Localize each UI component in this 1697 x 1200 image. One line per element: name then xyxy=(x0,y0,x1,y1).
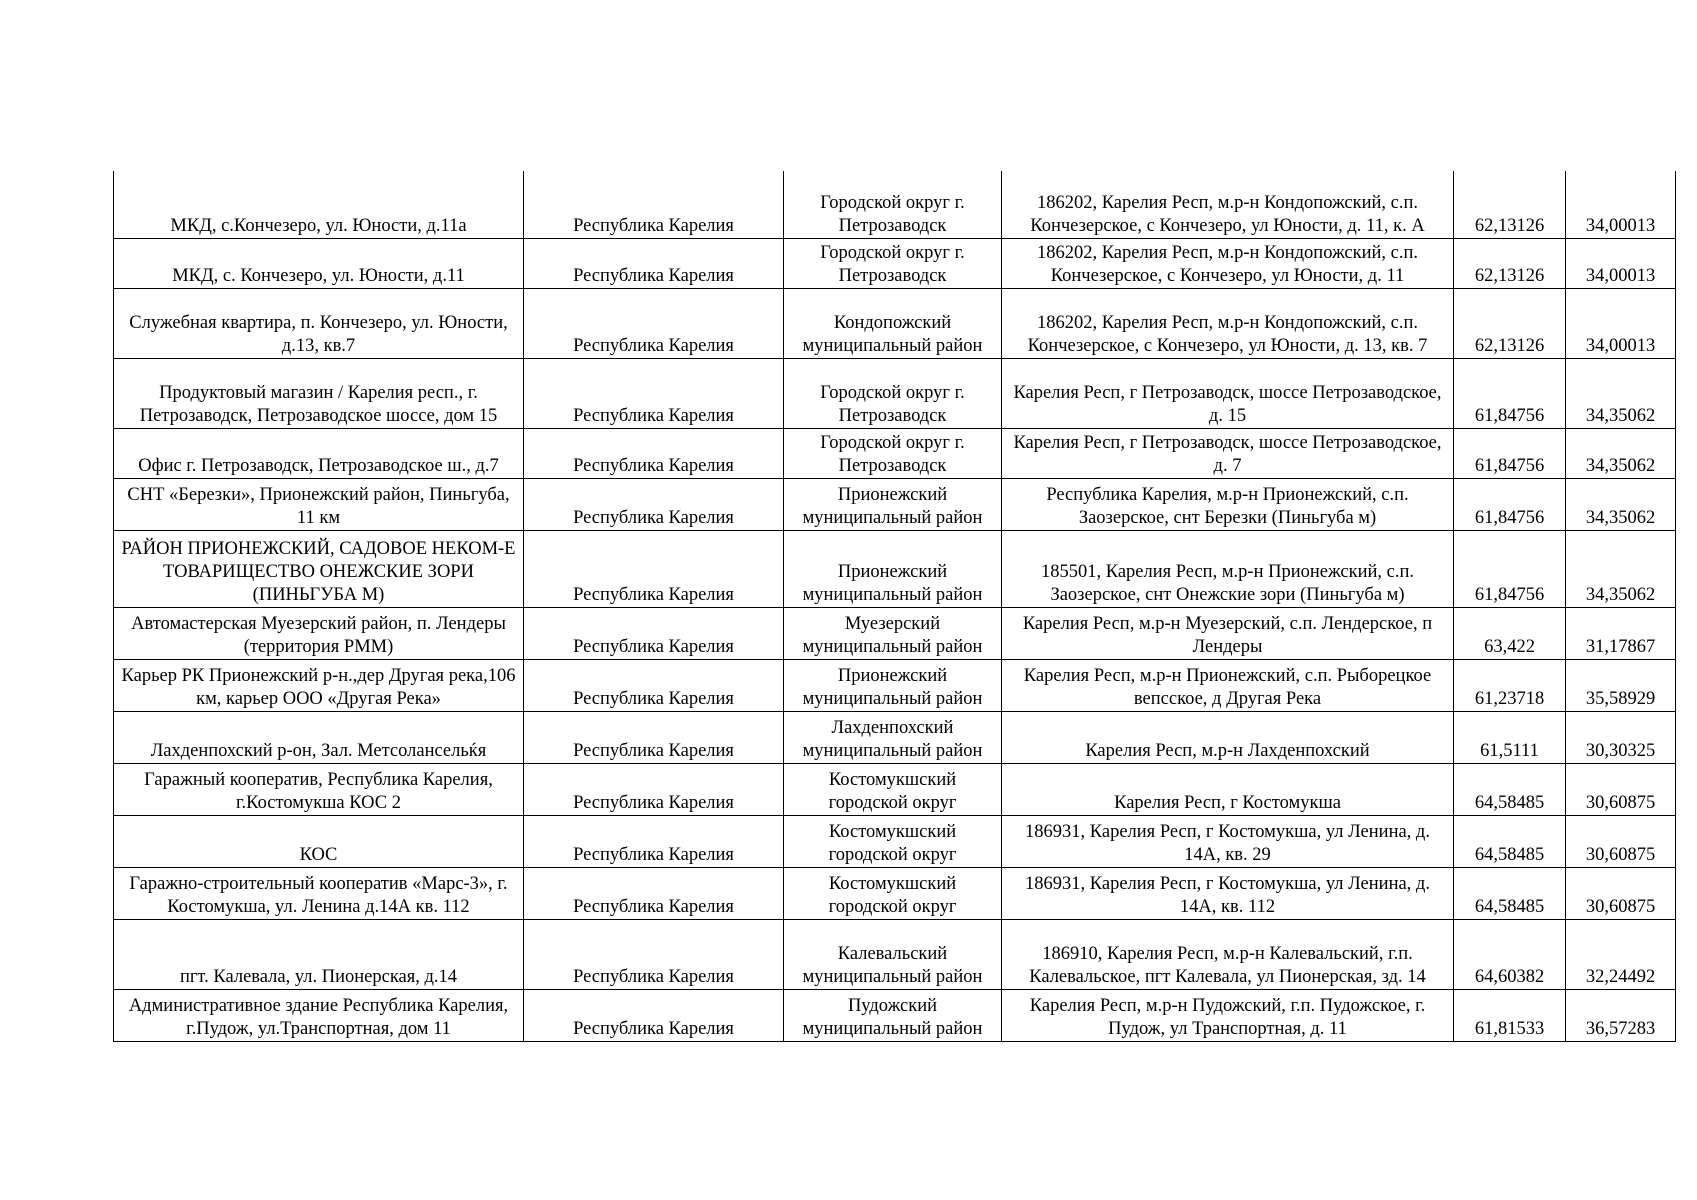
latitude-cell: 62,13126 xyxy=(1454,238,1566,288)
longitude-cell: 34,35062 xyxy=(1566,358,1676,428)
address-cell: Карелия Респ, м.р-н Лахденпохский xyxy=(1002,711,1454,763)
latitude-cell: 62,13126 xyxy=(1454,288,1566,358)
table-row xyxy=(114,815,1676,867)
table-row xyxy=(114,711,1676,763)
region-cell: Республика Карелия xyxy=(524,238,784,288)
municipality-cell: Лахденпохский муниципальный район xyxy=(784,711,1002,763)
address-cell: Карелия Респ, м.р-н Прионежский, с.п. Рыборецкое вепсское, д Другая Река xyxy=(1002,659,1454,711)
region-cell: Республика Карелия xyxy=(524,358,784,428)
object-name-cell: МКД, с.Кончезеро, ул. Юности, д.11а xyxy=(114,171,524,238)
longitude-cell: 34,00013 xyxy=(1566,171,1676,238)
object-name-cell: Продуктовый магазин / Карелия респ., г. Петрозаводск, Петрозаводское шоссе, дом 15 xyxy=(114,358,524,428)
region-cell: Республика Карелия xyxy=(524,989,784,1041)
object-name-cell: Офис г. Петрозаводск, Петрозаводское ш., д.7 xyxy=(114,428,524,478)
address-cell: 186202, Карелия Респ, м.р-н Кондопожский, с.п. Кончезерское, с Кончезеро, ул Юности, д. 13, кв. 7 xyxy=(1002,288,1454,358)
longitude-cell: 30,30325 xyxy=(1566,711,1676,763)
longitude-cell: 34,35062 xyxy=(1566,428,1676,478)
longitude-cell: 32,24492 xyxy=(1566,919,1676,989)
latitude-cell: 64,60382 xyxy=(1454,919,1566,989)
region-cell: Республика Карелия xyxy=(524,763,784,815)
municipality-cell: Городской округ г. Петрозаводск xyxy=(784,238,1002,288)
region-cell: Республика Карелия xyxy=(524,607,784,659)
municipality-cell: Городской округ г. Петрозаводск xyxy=(784,171,1002,238)
municipality-cell: Кондопожский муниципальный район xyxy=(784,288,1002,358)
address-cell: 186202, Карелия Респ, м.р-н Кондопожский, с.п. Кончезерское, с Кончезеро, ул Юности, д. 11 xyxy=(1002,238,1454,288)
longitude-cell: 34,00013 xyxy=(1566,288,1676,358)
latitude-cell: 61,84756 xyxy=(1454,530,1566,607)
object-name-cell: Гаражный кооператив, Республика Карелия, г.Костомукша КОС 2 xyxy=(114,763,524,815)
table-row xyxy=(114,238,1676,288)
region-cell: Республика Карелия xyxy=(524,288,784,358)
region-cell: Республика Карелия xyxy=(524,530,784,607)
object-name-cell: Лахденпохский р-он, Зал. Метсолансельќя xyxy=(114,711,524,763)
latitude-cell: 61,81533 xyxy=(1454,989,1566,1041)
longitude-cell: 31,17867 xyxy=(1566,607,1676,659)
region-cell: Республика Карелия xyxy=(524,659,784,711)
address-cell: Карелия Респ, г Петрозаводск, шоссе Петрозаводское, д. 7 xyxy=(1002,428,1454,478)
municipality-cell: Костомукшский городской округ xyxy=(784,815,1002,867)
object-name-cell: Гаражно-строительный кооператив «Марс-3», г. Костомукша, ул. Ленина д.14А кв. 112 xyxy=(114,867,524,919)
objects-table xyxy=(113,171,1676,1042)
address-cell: 186910, Карелия Респ, м.р-н Калевальский, г.п. Калевальское, пгт Калевала, ул Пионерская, зд. 14 xyxy=(1002,919,1454,989)
region-cell: Республика Карелия xyxy=(524,478,784,530)
object-name-cell: СНТ «Березки», Прионежский район, Пиньгуба, 11 км xyxy=(114,478,524,530)
longitude-cell: 34,00013 xyxy=(1566,238,1676,288)
object-name-cell: РАЙОН ПРИОНЕЖСКИЙ, САДОВОЕ НЕКОМ-Е ТОВАРИЩЕСТВО ОНЕЖСКИЕ ЗОРИ (ПИНЬГУБА М) xyxy=(114,530,524,607)
municipality-cell: Городской округ г. Петрозаводск xyxy=(784,358,1002,428)
region-cell: Республика Карелия xyxy=(524,867,784,919)
table-row xyxy=(114,989,1676,1041)
municipality-cell: Прионежский муниципальный район xyxy=(784,478,1002,530)
latitude-cell: 64,58485 xyxy=(1454,867,1566,919)
table-row xyxy=(114,763,1676,815)
table-row xyxy=(114,530,1676,607)
municipality-cell: Калевальский муниципальный район xyxy=(784,919,1002,989)
latitude-cell: 64,58485 xyxy=(1454,763,1566,815)
region-cell: Республика Карелия xyxy=(524,919,784,989)
table-row xyxy=(114,659,1676,711)
latitude-cell: 61,84756 xyxy=(1454,428,1566,478)
municipality-cell: Костомукшский городской округ xyxy=(784,867,1002,919)
object-name-cell: пгт. Калевала, ул. Пионерская, д.14 xyxy=(114,919,524,989)
municipality-cell: Городской округ г. Петрозаводск xyxy=(784,428,1002,478)
latitude-cell: 61,23718 xyxy=(1454,659,1566,711)
table-body xyxy=(114,171,1676,1041)
latitude-cell: 61,84756 xyxy=(1454,478,1566,530)
longitude-cell: 34,35062 xyxy=(1566,530,1676,607)
object-name-cell: КОС xyxy=(114,815,524,867)
table-row xyxy=(114,867,1676,919)
longitude-cell: 30,60875 xyxy=(1566,867,1676,919)
address-cell: Республика Карелия, м.р-н Прионежский, с.п. Заозерское, снт Березки (Пиньгуба м) xyxy=(1002,478,1454,530)
address-cell: Карелия Респ, г Костомукша xyxy=(1002,763,1454,815)
region-cell: Республика Карелия xyxy=(524,815,784,867)
longitude-cell: 36,57283 xyxy=(1566,989,1676,1041)
object-name-cell: Карьер РК Прионежский р-н.,дер Другая река,106 км, карьер ООО «Другая Река» xyxy=(114,659,524,711)
object-name-cell: МКД, с. Кончезеро, ул. Юности, д.11 xyxy=(114,238,524,288)
municipality-cell: Муезерский муниципальный район xyxy=(784,607,1002,659)
address-cell: 186931, Карелия Респ, г Костомукша, ул Ленина, д. 14А, кв. 29 xyxy=(1002,815,1454,867)
municipality-cell: Костомукшский городской округ xyxy=(784,763,1002,815)
longitude-cell: 30,60875 xyxy=(1566,763,1676,815)
table-row xyxy=(114,607,1676,659)
table-row xyxy=(114,358,1676,428)
address-cell: 186931, Карелия Респ, г Костомукша, ул Ленина, д. 14А, кв. 112 xyxy=(1002,867,1454,919)
address-cell: 186202, Карелия Респ, м.р-н Кондопожский, с.п. Кончезерское, с Кончезеро, ул Юности, д. 11, к. А xyxy=(1002,171,1454,238)
region-cell: Республика Карелия xyxy=(524,428,784,478)
region-cell: Республика Карелия xyxy=(524,711,784,763)
object-name-cell: Автомастерская Муезерский район, п. Лендеры (территория РММ) xyxy=(114,607,524,659)
latitude-cell: 64,58485 xyxy=(1454,815,1566,867)
address-cell: Карелия Респ, м.р-н Муезерский, с.п. Лендерское, п Лендеры xyxy=(1002,607,1454,659)
longitude-cell: 34,35062 xyxy=(1566,478,1676,530)
table-row xyxy=(114,478,1676,530)
municipality-cell: Пудожский муниципальный район xyxy=(784,989,1002,1041)
table-row xyxy=(114,171,1676,238)
longitude-cell: 30,60875 xyxy=(1566,815,1676,867)
municipality-cell: Прионежский муниципальный район xyxy=(784,530,1002,607)
table-row xyxy=(114,919,1676,989)
latitude-cell: 63,422 xyxy=(1454,607,1566,659)
address-cell: Карелия Респ, г Петрозаводск, шоссе Петрозаводское, д. 15 xyxy=(1002,358,1454,428)
latitude-cell: 61,84756 xyxy=(1454,358,1566,428)
municipality-cell: Прионежский муниципальный район xyxy=(784,659,1002,711)
address-cell: 185501, Карелия Респ, м.р-н Прионежский, с.п. Заозерское, снт Онежские зори (Пиньгуба м) xyxy=(1002,530,1454,607)
latitude-cell: 61,5111 xyxy=(1454,711,1566,763)
table-row xyxy=(114,428,1676,478)
address-cell: Карелия Респ, м.р-н Пудожский, г.п. Пудожское, г. Пудож, ул Транспортная, д. 11 xyxy=(1002,989,1454,1041)
region-cell: Республика Карелия xyxy=(524,171,784,238)
table-row xyxy=(114,288,1676,358)
object-name-cell: Служебная квартира, п. Кончезеро, ул. Юности, д.13, кв.7 xyxy=(114,288,524,358)
longitude-cell: 35,58929 xyxy=(1566,659,1676,711)
object-name-cell: Административное здание Республика Карелия, г.Пудож, ул.Транспортная, дом 11 xyxy=(114,989,524,1041)
latitude-cell: 62,13126 xyxy=(1454,171,1566,238)
